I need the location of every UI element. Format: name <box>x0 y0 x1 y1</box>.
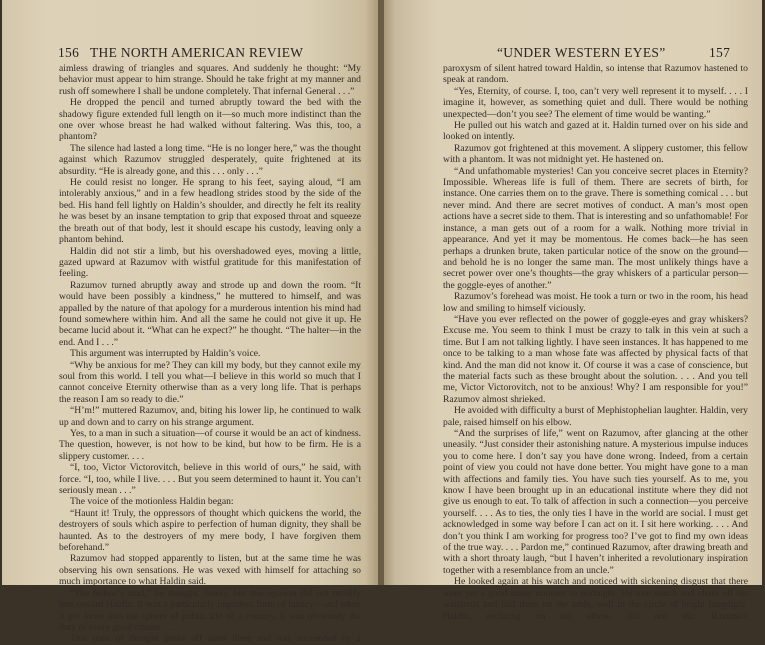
paragraph: This train of thought broke off short there and was succeeded by a <box>70 633 361 645</box>
paragraph: Razumov turned abruptly away and strode up and down the room. “It would have been possibly a kindness,” he muttered to himself, and was appalled by the nature of that apology for a murderous intention his mind had found somewhere within him. And all the same he could not give it up. He became lucid about it. “What can he expect?” he thought. “The halter—in the end. And I . . .” <box>59 279 361 348</box>
running-head: THE NORTH AMERICAN REVIEW <box>90 45 304 60</box>
paragraph: The silence had lasted a long time. “He is no longer here,” was the thought against which Razumov struggled desperately, quite frightened at its absurdity. “He is already gone, and this . . . only . . .” <box>59 142 361 177</box>
paragraph: Yes, to a man in such a situation—of course it would be an act of kindness. The question, however, is not how to be kind, but how to be firm. He is a slippery customer. . . . <box>59 428 361 462</box>
paragraph: He could resist no longer. He sprang to his feet, saying aloud, “I am intolerably anxious,” and in a few headlong strides stood by the side of the bed. His hand fell lightly on Haldin’s shoulder, and directly he felt its reality he was beset by an insane temptation to grip that exposed throat and squeeze the breath out of that body, lest it should escape his custody, leaving only a phantom behind. <box>59 177 361 246</box>
paragraph: aimless drawing of triangles and squares. And suddenly he thought: “My behavior must appear to him strange. Should he take fright at my manner and rush off somewhere I shall be undone completely. That infernal General . . .” <box>59 63 361 97</box>
paragraph: Razumov got frightened at this movement. A slippery customer, this fellow with a phantom. It was not midnight yet. He hastened on. <box>443 142 748 166</box>
paragraph: Razumov had stopped apparently to listen, but at the same time he was observing his own sensations. He was vexed with himself for attaching so much importance to what Haldin said. <box>59 553 361 588</box>
paragraph: “I, too, Victor Victorovitch, believe in this world of ours,” he said, with force. “I, too, while I live. . . . But you seem determined to haunt it. You can’t seriously mean . . .” <box>59 462 361 497</box>
paragraph: “The fellow’s mad,” he thought, firmly, but this opinion did not mollify him toward Haldin. It was a particularly impudent form of lunacy—and when it got loose into the sphere of public life of a country, it was obviously the duty of every good citizen . . . <box>59 587 361 633</box>
paragraph: He pulled out his watch and gazed at it. Haldin turned over on his side and looked on intently. <box>443 120 748 143</box>
paragraph: He looked again at his watch and noticed with sickening disgust that there were yet a good many minutes to midnight. He tore watch and chain off his waistcoat and laid them on the table, well in the circle of bright lamplight. Haldin, reclining on his elbow, did not stir. Razumov <box>443 576 748 622</box>
body-text <box>59 63 361 645</box>
paragraph: “And unfathomable mysteries! Can you conceive secret places in Eternity? Impossible. Whereas life is full of them. There are secrets of birth, for instance. One carries them on to the grave. There is something comical . . . but never mind. And there are secret motives of conduct. A man’s most open actions have a secret side to them. That is interesting and so unfathomable! For instance, a man gets out of a room for a walk. Nothing more trivial in appearance. And yet it may be momentous. He comes back—he has seen perhaps a drunken brute, taken particular notice of the snow on the ground—and behold he is no longer the same man. The most unlikely things have a secret power over one’s thoughts—the gray whiskers of a particular person—the goggle-eyes of another.” <box>443 165 748 291</box>
right-page <box>384 0 762 622</box>
left-page <box>2 0 380 645</box>
page-number: 156 <box>58 45 80 60</box>
paragraph: This argument was interrupted by Haldin’s voice. <box>70 348 261 360</box>
paragraph: The voice of the motionless Haldin began: <box>70 496 234 508</box>
paragraph: Haldin did not stir a limb, but his overshadowed eyes, moving a little, gazed upward at Razumov with wistful gratitude for this manifestation of feeling. <box>59 245 361 280</box>
paragraph: “And the surprises of life,” went on Razumov, after glancing at the other uneasily. “Just consider their astonishing nature. A mysterious impulse induces you to come here. I don’t say you have done wrong. Indeed, from a certain point of view you could not have done better. You might have gone to a man with affections and family ties. You have such ties yourself. As to me, you know I have been brought up in an educational institute where they did not give us enough to eat. To talk of affection in such a connection—you perceive yourself. . . . As to ties, the only ties I have in the world are social. I must get acknowledged in some way before I can act on it. I sit here working. . . . And don’t you think I am working for progress too? I’ve got to find my own ideas of the true way. . . . Pardon me,” continued Razumov, after drawing breath and with a short throaty laugh, “but I haven’t inherited a revolutionary inspiration together with a resemblance from an uncle.” <box>443 428 748 576</box>
body-text <box>443 63 748 622</box>
running-head: “UNDER WESTERN EYES” <box>497 45 666 60</box>
paragraph: “Have you ever reflected on the power of goggle-eyes and gray whiskers? Excuse me. You seem to think I must be crazy to talk in this vein at such a time. But I am not talking lightly. I have seen instances. It has happened to me once to be talking to a man whose fate was affected by physical facts of that kind. And the man did not know it. Of course it was a case of conscience, but the material facts such as these brought about the solution. . . . And you tell me, Victor Victorovitch, not to be anxious! Why? I am responsible for you!” Razumov almost shrieked. <box>443 313 748 405</box>
paragraph: “Yes, Eternity, of course. I, too, can’t very well represent it to myself. . . . I imagine it, however, as something quiet and dull. There would be nothing unexpected—don’t you see? The element of time would be wanting.” <box>443 85 748 120</box>
paragraph: He dropped the pencil and turned abruptly toward the bed with the shadowy figure extended full length on it—so much more indistinct than the one over whose breast he had walked without faltering. Was this, too, a phantom? <box>59 97 361 143</box>
paragraph: Razumov’s forehead was moist. He took a turn or two in the room, his head low and smiling to himself viciously. <box>443 291 748 314</box>
paragraph: paroxysm of silent hatred toward Haldin, so intense that Razumov hastened to speak at random. <box>443 63 748 86</box>
paragraph: He avoided with difficulty a burst of Mephistophelian laughter. Haldin, very pale, raised himself on his elbow. <box>443 405 748 428</box>
paragraph: “Why be anxious for me? They can kill my body, but they cannot exile my soul from this world. I tell you what—I believe in this world so much that I cannot conceive Eternity otherwise than as a very long life. That is perhaps the reason I am so ready to die.” <box>59 359 361 405</box>
paragraph: “Haunt it! Truly, the oppressors of thought which quickens the world, the destroyers of souls which aspire to perfection of human dignity, they shall be haunted. As to the destroyers of my mere body, I have forgiven them beforehand.” <box>59 507 361 554</box>
page-number: 157 <box>709 45 731 60</box>
paragraph: “H’m!” muttered Razumov, and, biting his lower lip, he continued to walk up and down and to carry on his strange argument. <box>59 405 361 428</box>
